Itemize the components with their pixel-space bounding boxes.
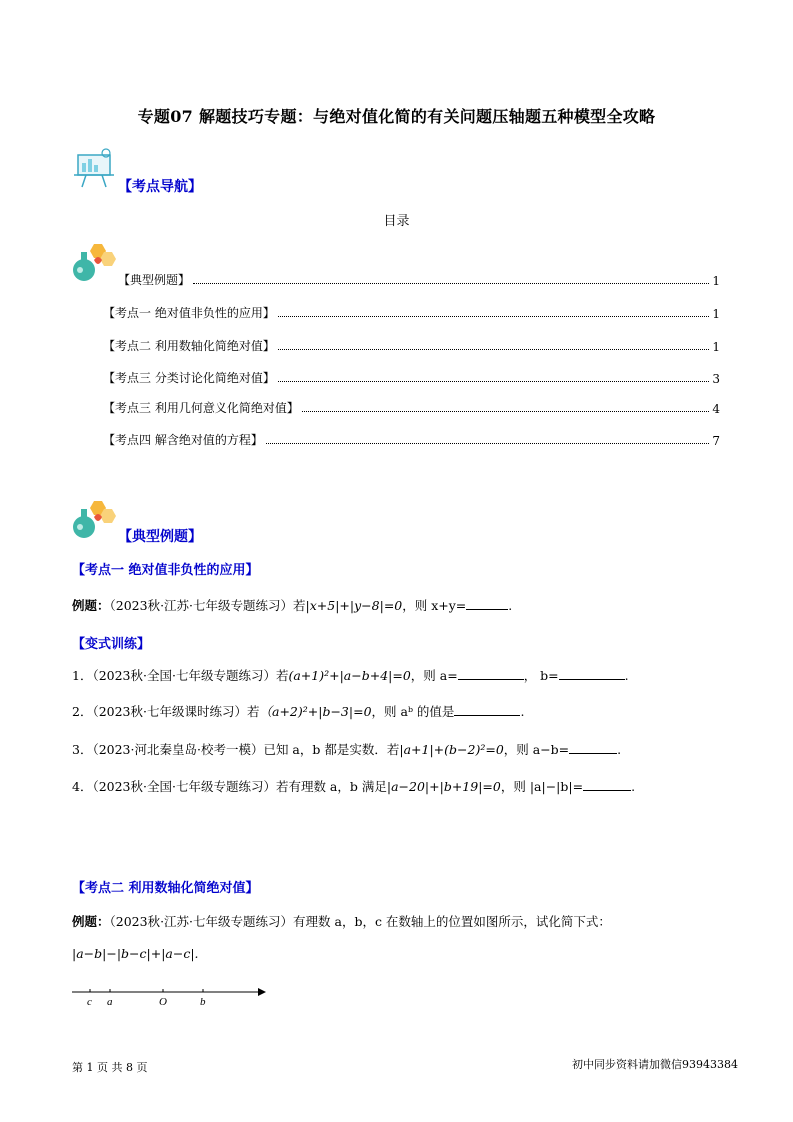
axis-label: b (200, 996, 206, 1008)
flask-icon (70, 240, 116, 284)
toc-label: 【典型例题】 (118, 273, 191, 287)
answer-blank[interactable] (569, 741, 617, 754)
practice-item: 1．（2023秋·全国·七年级专题练习）若(a+1)²+|a−b+4|=0，则 a= ， b= . (72, 668, 629, 683)
practice-item: 2．（2023秋·七年级课时练习）若（a+2)²+|b−3|=0，则 aᵇ 的值是 . (72, 704, 525, 719)
axis-label: a (107, 996, 113, 1008)
answer-blank[interactable] (458, 667, 524, 680)
toc-heading: 目录 (383, 214, 410, 229)
presentation-board-icon (72, 147, 116, 189)
toc-page: 3 (712, 372, 720, 386)
practice-item: 3．（2023·河北秦皇岛·校考一模）已知 a，b 都是实数．若|a+1|+(b−2)²=0，则 a−b= . (72, 742, 622, 757)
answer-blank[interactable] (466, 597, 508, 610)
page-title: 专题07 解题技巧专题：与绝对值化简的有关问题压轴题五种模型全攻略 (137, 107, 656, 126)
toc-page: 1 (712, 274, 720, 288)
axis-label: c (87, 996, 92, 1008)
nav-heading: 【考点导航】 (118, 179, 202, 195)
section-heading: 【考点二 利用数轴化简绝对值】 (72, 881, 259, 896)
toc-label: 【考点一 绝对值非负性的应用】 (103, 306, 275, 320)
practice-item: 4．（2023秋·全国·七年级专题练习）若有理数 a，b 满足|a−20|+|b+19|=0，则 |a|−|b|= . (72, 779, 636, 794)
flask-icon (70, 497, 116, 541)
toc-label: 【考点四 解含绝对值的方程】 (103, 433, 263, 447)
number-line-figure (70, 983, 270, 1009)
toc-label: 【考点三 分类讨论化简绝对值】 (103, 371, 275, 385)
practice-heading: 【变式训练】 (72, 637, 151, 652)
toc-label: 【考点三 利用几何意义化简绝对值】 (103, 401, 299, 415)
answer-blank[interactable] (583, 778, 631, 791)
toc-page: 1 (712, 340, 720, 354)
toc-label: 【考点二 利用数轴化简绝对值】 (103, 339, 275, 353)
expression: |a−b|−|b−c|+|a−c|. (72, 946, 199, 961)
toc-page: 4 (712, 402, 720, 416)
example-question: 例题：（2023秋·江苏·七年级专题练习）若|x+5|+|y−8|=0，则 x+y= . (72, 598, 513, 613)
examples-heading: 【典型例题】 (118, 529, 202, 545)
toc-row[interactable] (103, 430, 720, 448)
toc-row[interactable] (103, 368, 720, 386)
answer-blank[interactable] (559, 667, 625, 680)
page-number: 第 1 页 共 8 页 (72, 1061, 148, 1074)
toc-page: 7 (712, 434, 720, 448)
toc-row[interactable] (103, 336, 720, 354)
toc-page: 1 (712, 307, 720, 321)
toc-row[interactable] (103, 398, 720, 416)
axis-label: O (159, 996, 167, 1008)
toc-row[interactable] (103, 303, 720, 321)
section-heading: 【考点一 绝对值非负性的应用】 (72, 563, 259, 578)
toc-row[interactable] (118, 270, 720, 288)
footer-contact: 初中同步资料请加微信93943384 (572, 1058, 738, 1071)
answer-blank[interactable] (454, 703, 520, 716)
example-question: 例题：（2023秋·江苏·七年级专题练习）有理数 a，b，c 在数轴上的位置如图所示，试化简下式： (72, 914, 611, 929)
